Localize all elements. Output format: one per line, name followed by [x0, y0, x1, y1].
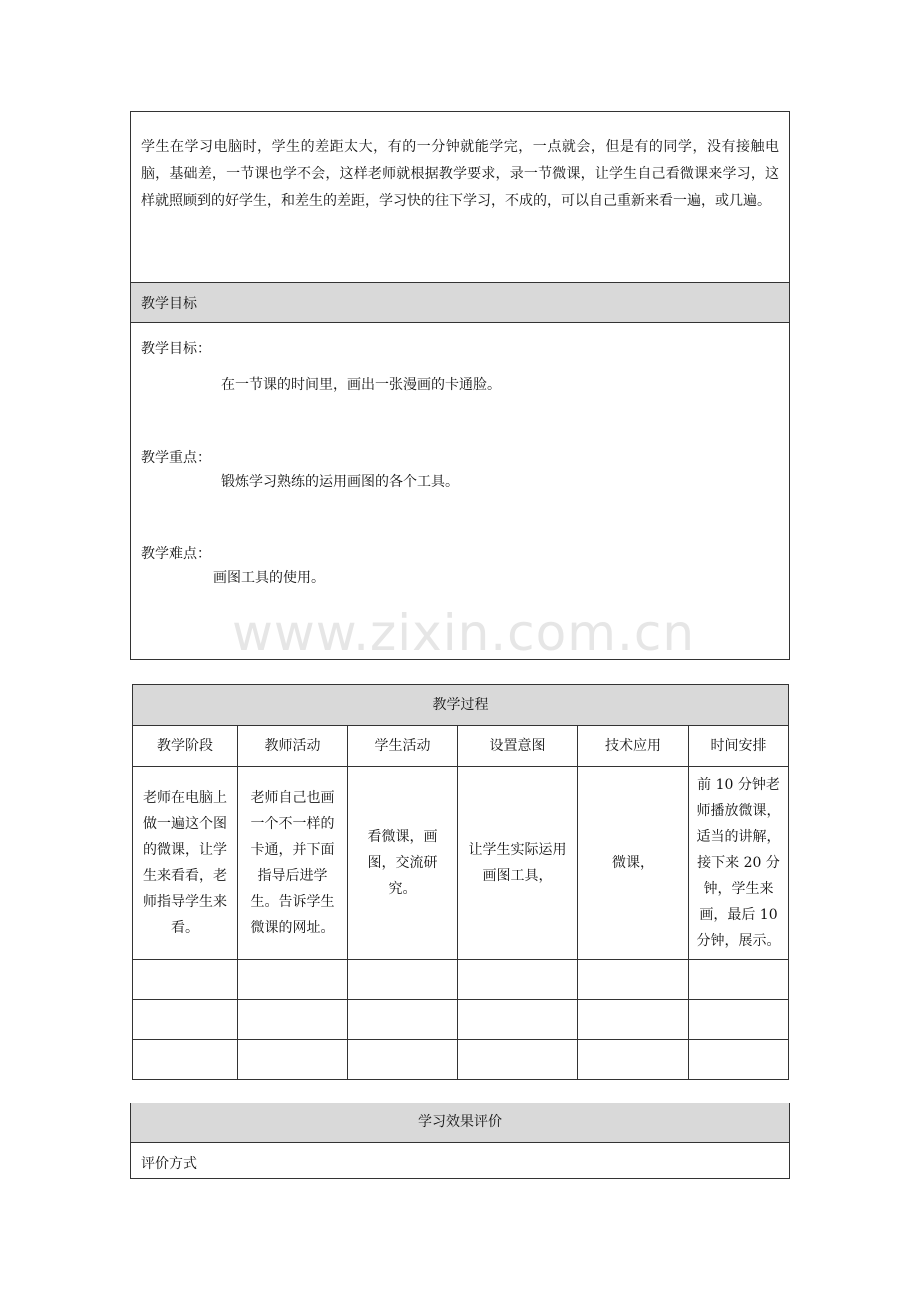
empty-cell: [458, 1040, 578, 1080]
difficulty-text: 画图工具的使用。: [213, 570, 325, 586]
header-technology: 技术应用: [578, 726, 689, 767]
intro-paragraph: 学生在学习电脑时，学生的差距太大，有的一分钟就能学完，一点就会，但是有的同学，没有接触电脑，基础差，一节课也学不会，这样老师就根据教学要求，录一节微课，让学生自己看微课来学习，这样就照顾到的好学生，和差生的差距，学习快的往下学习，不成的，可以自己重新来看一遍，或几遍。: [141, 139, 779, 209]
empty-cell: [238, 960, 348, 1000]
empty-cell: [133, 1000, 238, 1040]
empty-cell: [133, 960, 238, 1000]
process-title: 教学过程: [133, 685, 789, 726]
empty-cell: [458, 1000, 578, 1040]
table-row: [133, 960, 789, 1000]
evaluation-box: [130, 1103, 790, 1179]
goal-text: 在一节课的时间里，画出一张漫画的卡通脸。: [221, 377, 501, 393]
empty-cell: [348, 960, 458, 1000]
evaluation-method-label: 评价方式: [141, 1156, 197, 1172]
cell-technology: 微课，: [578, 767, 689, 960]
header-stage: 教学阶段: [133, 726, 238, 767]
key-point-label: 教学重点：: [141, 450, 211, 466]
empty-cell: [348, 1040, 458, 1080]
goal-label: 教学目标：: [141, 341, 211, 357]
cell-student-activity: 看微课，画图，交流研究。: [348, 767, 458, 960]
empty-cell: [578, 1000, 689, 1040]
empty-cell: [458, 960, 578, 1000]
intro-objectives-box: [130, 111, 790, 660]
empty-cell: [578, 960, 689, 1000]
empty-cell: [689, 960, 789, 1000]
empty-cell: [348, 1000, 458, 1040]
key-point-text: 锻炼学习熟练的运用画图的各个工具。: [221, 474, 459, 490]
cell-stage: 老师在电脑上做一遍这个图的微课，让学生来看看，老师指导学生来看。: [133, 767, 238, 960]
empty-cell: [238, 1000, 348, 1040]
difficulty-label: 教学难点：: [141, 546, 211, 562]
empty-cell: [133, 1040, 238, 1080]
table-row: [133, 1000, 789, 1040]
header-intent: 设置意图: [458, 726, 578, 767]
cell-intent: 让学生实际运用画图工具，: [458, 767, 578, 960]
objectives-header-label: 教学目标: [141, 296, 197, 312]
empty-cell: [238, 1040, 348, 1080]
empty-cell: [578, 1040, 689, 1080]
header-schedule: 时间安排: [689, 726, 789, 767]
process-table: [132, 684, 789, 1080]
watermark: www.zixin.com.cn: [232, 604, 696, 662]
objectives-header-bar: [131, 282, 789, 323]
cell-teacher-activity: 老师自己也画一个不一样的卡通，并下面指导后进学生。告诉学生微课的网址。: [238, 767, 348, 960]
empty-cell: [689, 1040, 789, 1080]
empty-cell: [689, 1000, 789, 1040]
evaluation-header-bar: [131, 1103, 789, 1143]
header-teacher-activity: 教师活动: [238, 726, 348, 767]
table-row: [133, 1040, 789, 1080]
header-student-activity: 学生活动: [348, 726, 458, 767]
evaluation-title: 学习效果评价: [418, 1114, 502, 1130]
cell-schedule: 前 10 分钟老师播放微课，适当的讲解，接下来 20 分钟，学生来画，最后 10 分钟，展示。: [689, 767, 789, 960]
